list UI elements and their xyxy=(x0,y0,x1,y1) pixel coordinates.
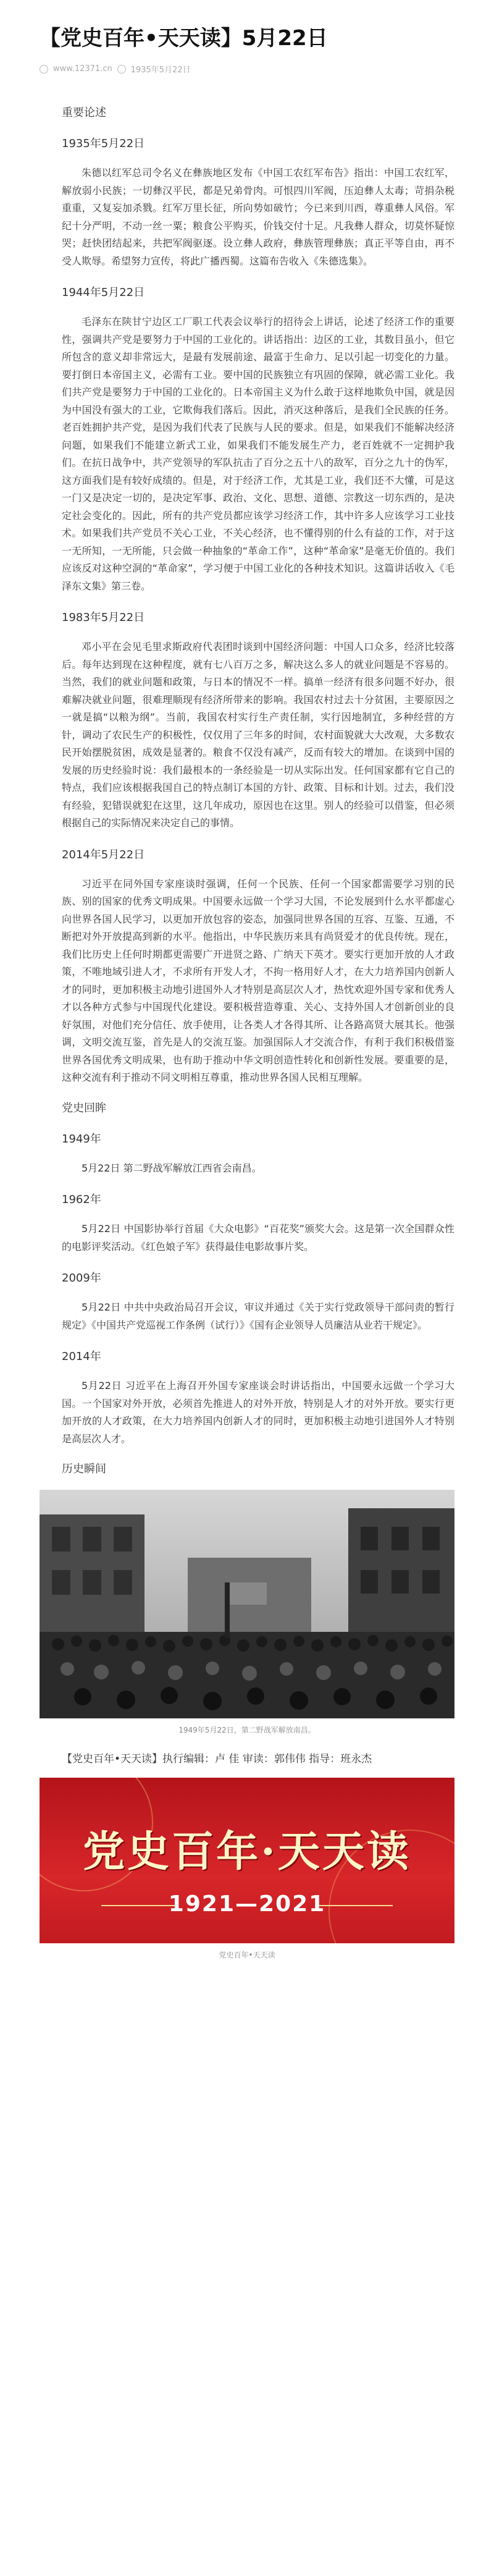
banner-years: 1921—2021 xyxy=(168,1891,326,1917)
historic-photo-image xyxy=(40,1490,454,1718)
review-year: 1949年 xyxy=(62,1132,101,1146)
review-event: 5月22日 中国影协举行首届《大众电影》“百花奖”颁奖大会。这是第一次全国群众性的电影评奖活动。《红色娘子军》获得最佳电影故事片奖。 xyxy=(62,1223,454,1252)
review-year: 2009年 xyxy=(62,1272,101,1285)
review-year: 1962年 xyxy=(62,1193,101,1206)
section-important: 重要论述 xyxy=(62,106,106,119)
block-date: 1944年5月22日 xyxy=(62,286,145,299)
review-event: 5月22日 中共中央政治局召开会议，审议并通过《关于实行党政领导干部问责的暂行规定》《中国共产党巡视工作条例（试行）》《国有企业领导人员廉洁从业若干规定》。 xyxy=(62,1301,454,1331)
section-review: 党史回眸 xyxy=(62,1101,106,1115)
source-site[interactable]: www.12371.cn xyxy=(53,64,112,74)
editor-credit: 【党史百年•天天读】执行编辑：卢 佳 审读：郭伟伟 指导：班永杰 xyxy=(62,1753,372,1765)
photo-caption: 1949年5月22日，第二野战军解放南昌。 xyxy=(178,1726,316,1734)
article-title: 【党史百年•天天读】5月22日 xyxy=(40,26,328,51)
block-paragraph: 邓小平在会见毛里求斯政府代表团时谈到中国经济问题：中国人口众多，经济比较落后。每年达到现在这种程度，就有七八百万之多，解决这么多人的就业问题是不容易的。当然，我们的就业问题和政策，与日本的情况不一样。搞单一经济有很多问题不好办，很难解决就业问题，很难理顺现有经济所带来的影响。我国农村过去十分贫困，主要原因之一就是搞“以粮为纲”。当前，我国农村实行生产责任制，实行因地制宜，多种经营的方针，调动了农民生产的积极性，仅仅用了三年多的时间，农村面貌就大大改观，大多数农民开始摆脱贫困，成效是显著的。粮食不仅没有减产，反而有较大的增加。在谈到中国的发展的历史经验时说：我们最根本的一条经验是一切从实际出发。任何国家都有它自己的特点，我们应该根据我国自己的特点制订本国的方针、政策、目标和计划。过去，我们没有经验，犯错误就犯在这里，这几年成功，原因也在这里。别人的经验可以借鉴，但必须根据自己的实际情况来决定自己的事情。 xyxy=(62,641,454,829)
block-paragraph: 朱德以红军总司令名义在彝族地区发布《中国工农红军布告》指出：中国工农红军，解放弱小民族；一切彝汉平民，都是兄弟骨肉。可恨四川军阀，压迫彝人太毒；苛捐杂税重重，又复妄加杀戮。红军万里长征，所向势如破竹；今已来到川西，尊重彝人风俗。军纪十分严明，不动一丝一粟；粮食公平购买，价钱交付十足。凡我彝人群众，切莫怀疑惊哭；赶快团结起来，共把军阀驱逐。设立彝人政府，彝族管理彝族；真正平等自由，再不受人欺辱。希望努力宣传，将此广播西蜀。这篇布告收入《朱德选集》。 xyxy=(62,167,454,267)
clock-icon xyxy=(117,65,126,74)
block-paragraph: 毛泽东在陕甘宁边区工厂职工代表会议举行的招待会上讲话，论述了经济工作的重要性，强调共产党是要努力于中国的工业化的。讲话指出：边区的工业，其数目虽小，但它所包含的意义却非常远大，是最有发展前途、最富于生命力、足以引起一切变化的力量。要打倒日本帝国主义，必需有工业。要中国的民族独立有巩固的保障，就必需工业化。我们共产党是要努力于中国的工业化的。日本帝国主义为什么敢于这样地欺负中国，就是因为中国没有强大的工业，它欺侮我们落后。因此，消灭这种落后，是我们全民族的任务。老百姓拥护共产党，是因为我们代表了民族与人民的要求。但是，如果我们不能解决经济问题，如果我们不能建立新式工业，如果我们不能发展生产力，老百姓就不一定拥护我们。在抗日战争中，共产党领导的军队抗击了百分之五十八的敌军，百分之九十的伪军，这方面我们是有较好成绩的。但是，对于经济工作，尤其是工业，我们还不大懂，可是这一门又是决定一切的，是决定军事、政治、文化、思想、道德、宗教这一切东西的，是决定社会变化的。因此，所有的共产党员都应该学习经济工作，其中许多人应该学习工业技术。如果我们共产党员不关心工业，不关心经济，也不懂得别的什么有益的工作，对于这一无所知，一无所能，只会做一种抽象的“革命工作”，这种“革命家”是毫无价值的。我们应该反对这种空洞的“革命家”，学习便于中国工业化的各种技术知识。这篇讲话收入《毛泽东文集》第三卷。 xyxy=(62,316,454,592)
historic-photo xyxy=(40,1490,454,1718)
globe-icon xyxy=(40,65,48,74)
banner-brand: 党史百年·天天读 xyxy=(83,1827,411,1877)
article-content xyxy=(40,93,454,1960)
block-paragraph: 习近平在同外国专家座谈时强调，任何一个民族、任何一个国家都需要学习别的民族、别的国家的优秀文明成果。中国要永远做一个学习大国，不论发展到什么水平都虚心向世界各国人民学习，以更加开放包容的姿态，加强同世界各国的互容、互鉴、互通，不断把对外开放提高到新的水平。他指出，中华民族历来具有尚贤爱才的优良传统。现在，我们比历史上任何时期都更需要广开进贤之路、广纳天下英才。要实行更加开放的人才政策，不唯地域引进人才，不求所有开发人才，不拘一格用好人才，在大力培养国内创新人才的同时，更加积极主动地引进国外人才特别是高层次人才，热忱欢迎外国专家和优秀人才以各种方式参与中国现代化建设。要积极营造尊重、关心、支持外国人才创新创业的良好氛围，对他们充分信任、放手使用，让各类人才各得其所、让各路高贤大展其长。他强调，文明交流互鉴，首先是人的交流互鉴。加强国际人才交流合作，有利于我们积极借鉴世界各国优秀文明成果，也有助于推动中华文明创造性转化和创新性发展。要重要的是，这种交流有利于推动不同文明相互尊重，推动世界各国人民相互理解。 xyxy=(62,877,454,1083)
block-date: 1935年5月22日 xyxy=(62,137,145,150)
block-date: 1983年5月22日 xyxy=(62,611,145,624)
review-event: 5月22日 第二野战军解放江西省会南昌。 xyxy=(82,1162,262,1174)
section-photo: 历史瞬间 xyxy=(62,1463,106,1476)
review-year: 2014年 xyxy=(62,1350,101,1363)
banner-caption: 党史百年•天天读 xyxy=(219,1951,275,1959)
publish-time: 1935年5月22日 xyxy=(130,65,191,75)
block-date: 2014年5月22日 xyxy=(62,848,145,861)
review-event: 5月22日 习近平在上海召开外国专家座谈会时讲话指出，中国要永远做一个学习大国。一个国家对外开放，必须首先推进人的对外开放，特别是人才的对外开放。要实行更加开放的人才政策，在大力培养国内创新人才的同时，更加积极主动地引进国外人才特别是高层次人才。 xyxy=(62,1380,454,1445)
article-meta xyxy=(40,63,191,75)
brand-banner xyxy=(40,1778,454,1943)
